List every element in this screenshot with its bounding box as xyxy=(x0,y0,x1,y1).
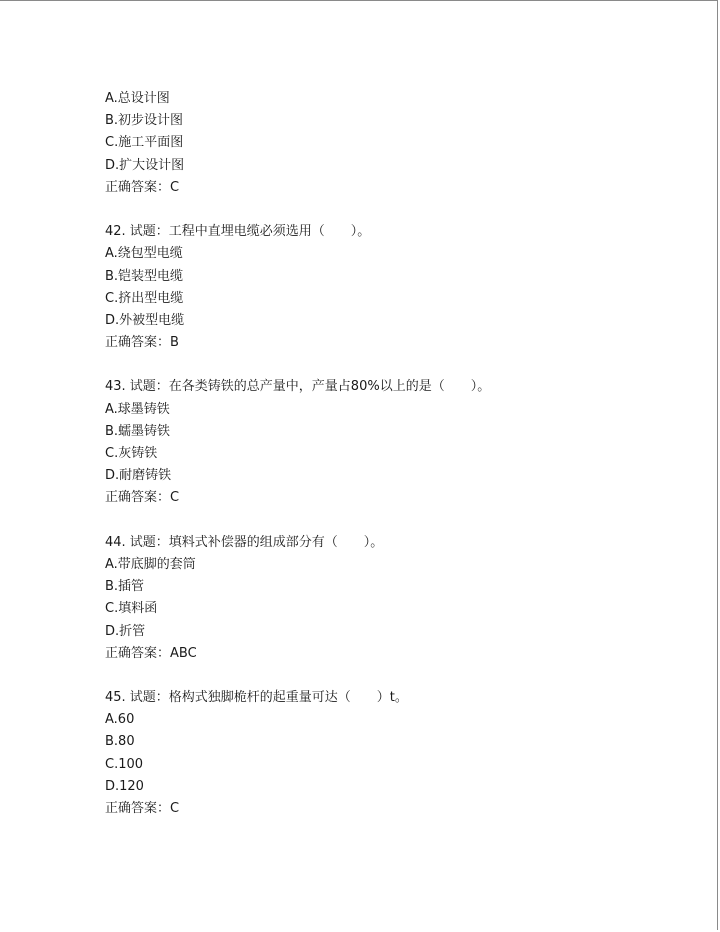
question-block-43 xyxy=(105,376,695,509)
answer-line: 正确答案：C xyxy=(105,801,180,816)
question-list xyxy=(105,88,695,820)
option-c: C.施工平面图 xyxy=(105,135,184,151)
option-b: B.80 xyxy=(105,734,135,750)
option-a: A.绕包型电缆 xyxy=(105,246,183,262)
answer-line: 正确答案：B xyxy=(105,335,179,351)
option-c: C.填料函 xyxy=(105,601,158,617)
question-text: 44. 试题：填料式补偿器的组成部分有（ ）。 xyxy=(105,534,384,550)
question-block-45 xyxy=(105,687,695,820)
option-c: C.挤出型电缆 xyxy=(105,290,184,306)
question-block-42 xyxy=(105,221,695,354)
option-a: A.60 xyxy=(105,712,135,728)
option-d: D.扩大设计图 xyxy=(105,157,185,173)
option-c: C.100 xyxy=(105,756,144,772)
option-a: A.球墨铸铁 xyxy=(105,401,170,417)
question-block-44 xyxy=(105,532,695,665)
option-d: D.耐磨铸铁 xyxy=(105,468,172,484)
option-b: B.蠕墨铸铁 xyxy=(105,423,171,439)
option-d: D.120 xyxy=(105,778,144,794)
option-b: B.初步设计图 xyxy=(105,113,184,129)
option-a: A.带底脚的套筒 xyxy=(105,556,196,572)
option-b: B.插管 xyxy=(105,579,145,595)
option-a: A.总设计图 xyxy=(105,91,170,106)
option-d: D.外被型电缆 xyxy=(105,312,185,328)
question-text: 45. 试题：格构式独脚桅杆的起重量可达（ ）t。 xyxy=(105,690,408,706)
option-b: B.铠装型电缆 xyxy=(105,268,184,284)
answer-line: 正确答案：C xyxy=(105,490,180,506)
question-text: 42. 试题：工程中直埋电缆必须选用（ ）。 xyxy=(105,224,371,240)
answer-line: 正确答案：C xyxy=(105,179,180,195)
option-c: C.灰铸铁 xyxy=(105,446,158,461)
question-block-41 xyxy=(105,88,695,199)
answer-line: 正确答案：ABC xyxy=(105,645,197,661)
question-text: 43. 试题：在各类铸铁的总产量中，产量占80%以上的是（ ）。 xyxy=(105,379,491,395)
option-d: D.折管 xyxy=(105,623,146,639)
